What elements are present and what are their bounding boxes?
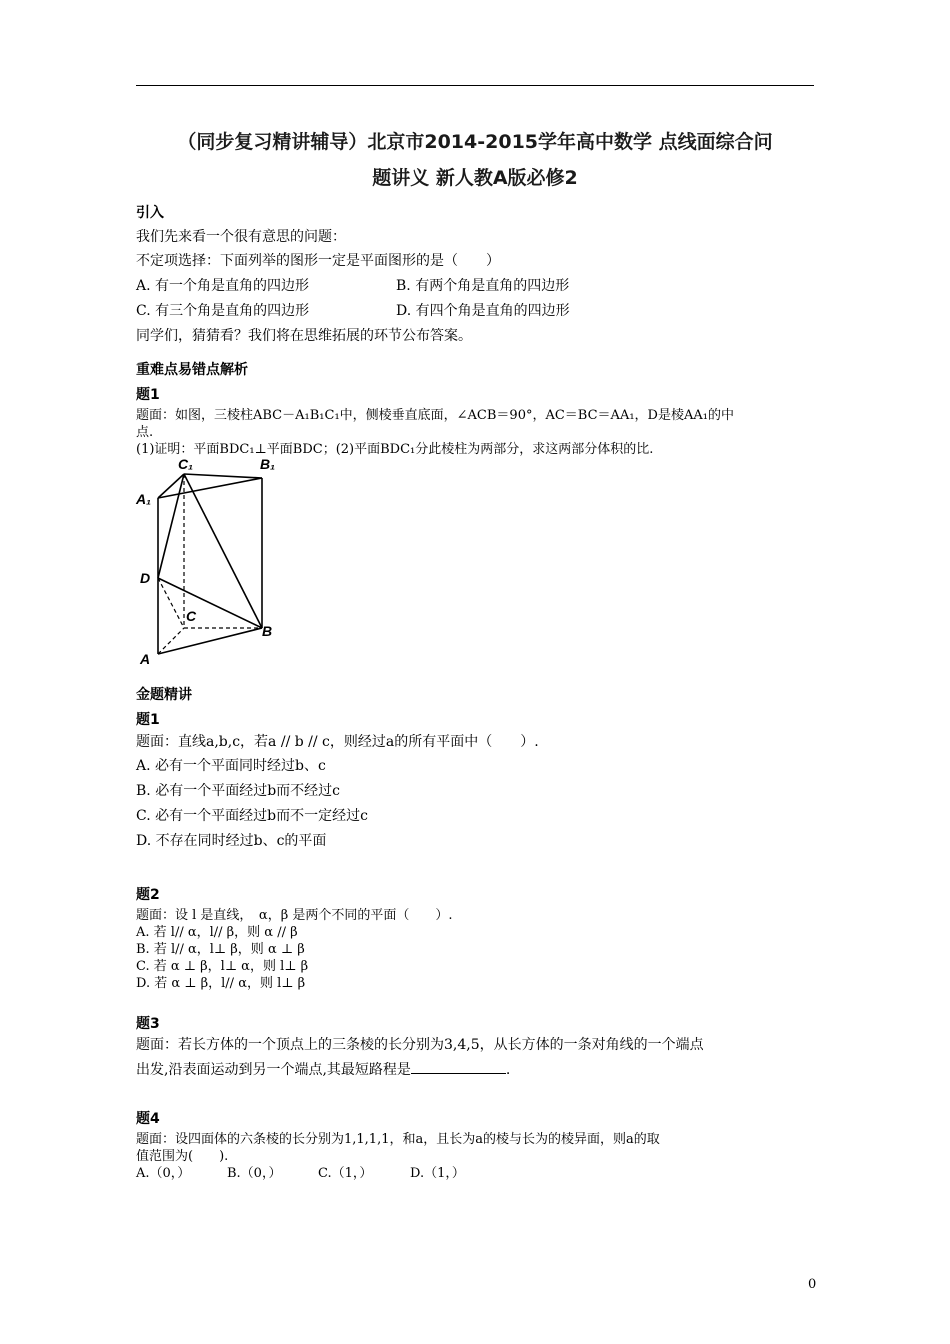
edge-a-b xyxy=(158,628,262,654)
page-number: 0 xyxy=(808,1277,817,1292)
q3-answer-blank xyxy=(411,1063,506,1074)
section1-heading: 重难点易错点解析 xyxy=(136,362,248,378)
q2-label: 题2 xyxy=(136,887,160,903)
edge-a1-b1 xyxy=(158,478,262,498)
q4-option-c: C.（1，） xyxy=(318,1166,373,1181)
document-title-line2: 题讲义 新人教A版必修2 xyxy=(372,167,578,189)
label-c1: C₁ xyxy=(178,456,194,472)
intro-option-c: C. 有三个角是直角的四边形 xyxy=(136,303,310,319)
header-rule xyxy=(136,85,814,86)
label-b1: B₁ xyxy=(260,456,276,472)
q2-option-d: D. 若 α ⊥ β，l// α，则 l⊥ β xyxy=(136,976,306,991)
q1-stem: 题面：直线a,b,c，若a // b // c，则经过a的所有平面中（ ）. xyxy=(136,734,539,750)
q4-label: 题4 xyxy=(136,1111,160,1127)
q4-option-d: D.（1，） xyxy=(410,1166,465,1181)
intro-line2: 不定项选择：下面列举的图形一定是平面图形的是（ ） xyxy=(136,253,500,269)
section1-q1-line1: 题面：如图，三棱柱ABC－A₁B₁C₁中，侧棱垂直底面，∠ACB＝90°，AC＝BC＝AA₁，D是棱AA₁的中 xyxy=(136,408,734,423)
section1-q1-label: 题1 xyxy=(136,387,160,403)
q2-stem: 题面：设 l 是直线， α，β 是两个不同的平面（ ）. xyxy=(136,908,453,923)
q1-option-a: A. 必有一个平面同时经过b、c xyxy=(136,758,326,774)
q1-option-d: D. 不存在同时经过b、c的平面 xyxy=(136,833,327,849)
q4-option-b: B.（0，） xyxy=(227,1166,282,1181)
edge-d-b xyxy=(158,578,262,628)
intro-option-d: D. 有四个角是直角的四边形 xyxy=(396,303,570,319)
label-a: A xyxy=(140,651,151,667)
q4-line1: 题面：设四面体的六条棱的长分别为1,1,1,1，和a，且长为a的棱与长为的棱异面，则a的取 xyxy=(136,1132,660,1147)
q4-line2: 值范围为( ). xyxy=(136,1149,229,1164)
intro-line3: 同学们，猜猜看？我们将在思维拓展的环节公布答案。 xyxy=(136,328,472,344)
q2-option-a: A. 若 l// α，l// β，则 α // β xyxy=(136,925,298,940)
hidden-edge-d-c xyxy=(158,578,184,628)
q1-label: 题1 xyxy=(136,712,160,728)
q4-option-a: A.（0，） xyxy=(136,1166,191,1181)
label-b: B xyxy=(262,623,273,639)
label-a1: A₁ xyxy=(136,491,152,507)
intro-option-a: A. 有一个角是直角的四边形 xyxy=(136,278,310,294)
q3-line2-text: 出发,沿表面运动到另一个端点,其最短路程是 xyxy=(136,1062,411,1078)
q3-line2-end: . xyxy=(505,1062,511,1078)
label-d: D xyxy=(140,570,151,586)
q3-line2 xyxy=(136,1059,510,1079)
q3-label: 题3 xyxy=(136,1016,160,1032)
section2-heading: 金题精讲 xyxy=(136,687,192,703)
q3-line1: 题面：若长方体的一个顶点上的三条棱的长分别为3,4,5，从长方体的一条对角线的一个端点 xyxy=(136,1037,704,1053)
q1-option-c: C. 必有一个平面经过b而不一定经过c xyxy=(136,808,368,824)
q2-option-c: C. 若 α ⊥ β，l⊥ α，则 l⊥ β xyxy=(136,959,309,974)
document-title-line1: （同步复习精讲辅导）北京市2014-2015学年高中数学 点线面综合问 xyxy=(177,131,773,153)
section1-q1-line2: 点. xyxy=(136,425,154,440)
q2-option-b: B. 若 l// α，l⊥ β，则 α ⊥ β xyxy=(136,942,305,957)
edge-c1-b1 xyxy=(184,474,262,478)
intro-line1: 我们先来看一个很有意思的问题： xyxy=(136,229,346,245)
edge-c1-d xyxy=(158,474,184,578)
label-c: C xyxy=(186,608,197,624)
section1-q1-line3: (1)证明：平面BDC₁⊥平面BDC；(2)平面BDC₁分此棱柱为两部分，求这两部分体积的比. xyxy=(136,442,654,457)
intro-heading: 引入 xyxy=(136,205,164,221)
q1-option-b: B. 必有一个平面经过b而不经过c xyxy=(136,783,340,799)
edge-c1-b xyxy=(184,474,262,628)
intro-option-b: B. 有两个角是直角的四边形 xyxy=(396,278,570,294)
prism-figure xyxy=(132,452,292,670)
